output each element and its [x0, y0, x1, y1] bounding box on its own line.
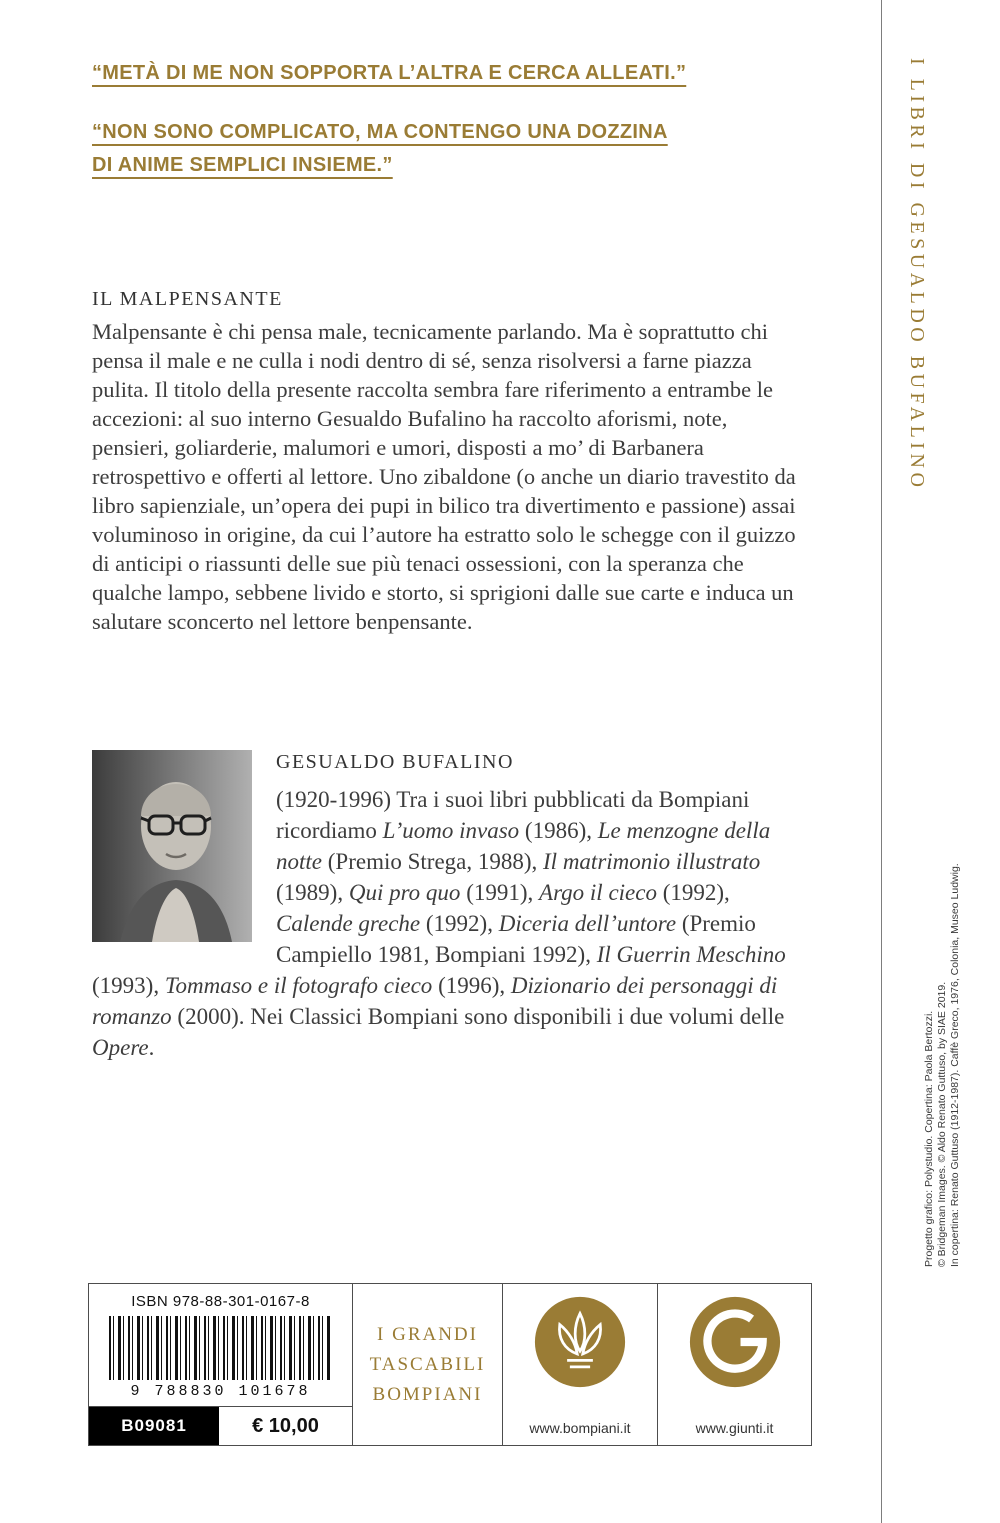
- right-margin-divider: [881, 0, 882, 1523]
- author-name: GESUALDO BUFALINO: [276, 751, 514, 773]
- bompiani-url: www.bompiani.it: [529, 1420, 631, 1436]
- bompiani-cell: [502, 1284, 657, 1445]
- spine-series-title: I LIBRI DI GESUALDO BUFALINO: [906, 58, 928, 492]
- giunti-logo-icon: [689, 1296, 781, 1393]
- synopsis-body: Malpensante è chi pensa male, tecnicamente parlando. Ma è soprattutto chi pensa il male e ne culla i nodi dentro di sé, senza risolversi a farne piazza pulita. Il titolo della presente raccolta sembra fare riferimento a entrambe le accezioni: al suo interno Gesualdo Bufalino ha raccolto aforismi, note, pensieri, goliarderie, malumori e umori, disposti a mo’ di Barbanera retrospettivo e offerti al lettore. Uno zibaldone (o anche un diario travestito da libro sapienziale, un’opera dei pupi in bilico tra divertimento e passione) assai voluminoso in origine, da cui l’autore ha estratto solo le schegge con il guizzo di anticipi o riassunti delle sue più tenaci ossessioni, con la speranza che qualche lampo, sebbene livido e storto, si sprigioni dalle sue carte e induca un salutare sconcerto nel lettore benpensante.: [92, 319, 796, 634]
- isbn-label: ISBN 978-88-301-0167-8: [131, 1293, 310, 1310]
- cover-credits: [922, 863, 962, 1267]
- quote-1: “METÀ DI ME NON SOPPORTA L’ALTRA E CERCA ALLEATI.”: [92, 62, 687, 84]
- quote-2-line-1: “NON SONO COMPLICATO, MA CONTENGO UNA DOZZINA: [92, 121, 668, 143]
- series-cell: [352, 1284, 502, 1445]
- series-line: BOMPIANI: [372, 1383, 483, 1405]
- barcode: [109, 1316, 332, 1380]
- author-photo: [92, 750, 252, 942]
- barcode-cell: [89, 1284, 352, 1445]
- quote-2-line-2: DI ANIME SEMPLICI INSIEME.”: [92, 154, 393, 176]
- catalog-code-badge: B09081: [89, 1407, 219, 1445]
- price-label: € 10,00: [252, 1414, 319, 1437]
- series-line: I GRANDI: [377, 1323, 478, 1345]
- credit-line: © Bridgeman Images. © Aldo Renato Guttuso, by SIAE 2019.: [935, 981, 948, 1267]
- series-line: TASCABILI: [369, 1353, 486, 1375]
- footer-box: [88, 1283, 812, 1446]
- giunti-url: www.giunti.it: [695, 1420, 774, 1436]
- bompiani-logo-icon: [534, 1296, 626, 1393]
- credit-line: In copertina: Renato Guttuso (1912-1987). Caffè Greco, 1976, Colonia, Museo Ludwig.: [948, 863, 961, 1267]
- ean-digits: 9 788830 101678: [130, 1383, 311, 1400]
- author-bio: (1920-1996) Tra i suoi libri pubblicati da Bompiani ricordiamo L’uomo invaso (1986), Le menzogne della notte (Premio Strega, 1988), Il matrimonio illustrato (1989), Qui pro quo (1991), Argo il cieco (1992), Calende greche (1992), Diceria dell’untore (Premio Campiello 1981, Bompiani 1992), Il Guerrin Meschino (1993), Tommaso e il fotografo cieco (1996), Dizionario dei personaggi di romanzo (2000). Nei Classici Bompiani sono disponibili i due volumi delle Opere.: [92, 787, 786, 1060]
- synopsis-heading: IL MALPENSANTE: [92, 288, 283, 310]
- author-section: [92, 745, 808, 1063]
- credit-line: Progetto grafico: Polystudio. Copertina: Paola Bertozzi.: [922, 1010, 935, 1267]
- giunti-cell: [657, 1284, 811, 1445]
- price-row: [89, 1406, 352, 1445]
